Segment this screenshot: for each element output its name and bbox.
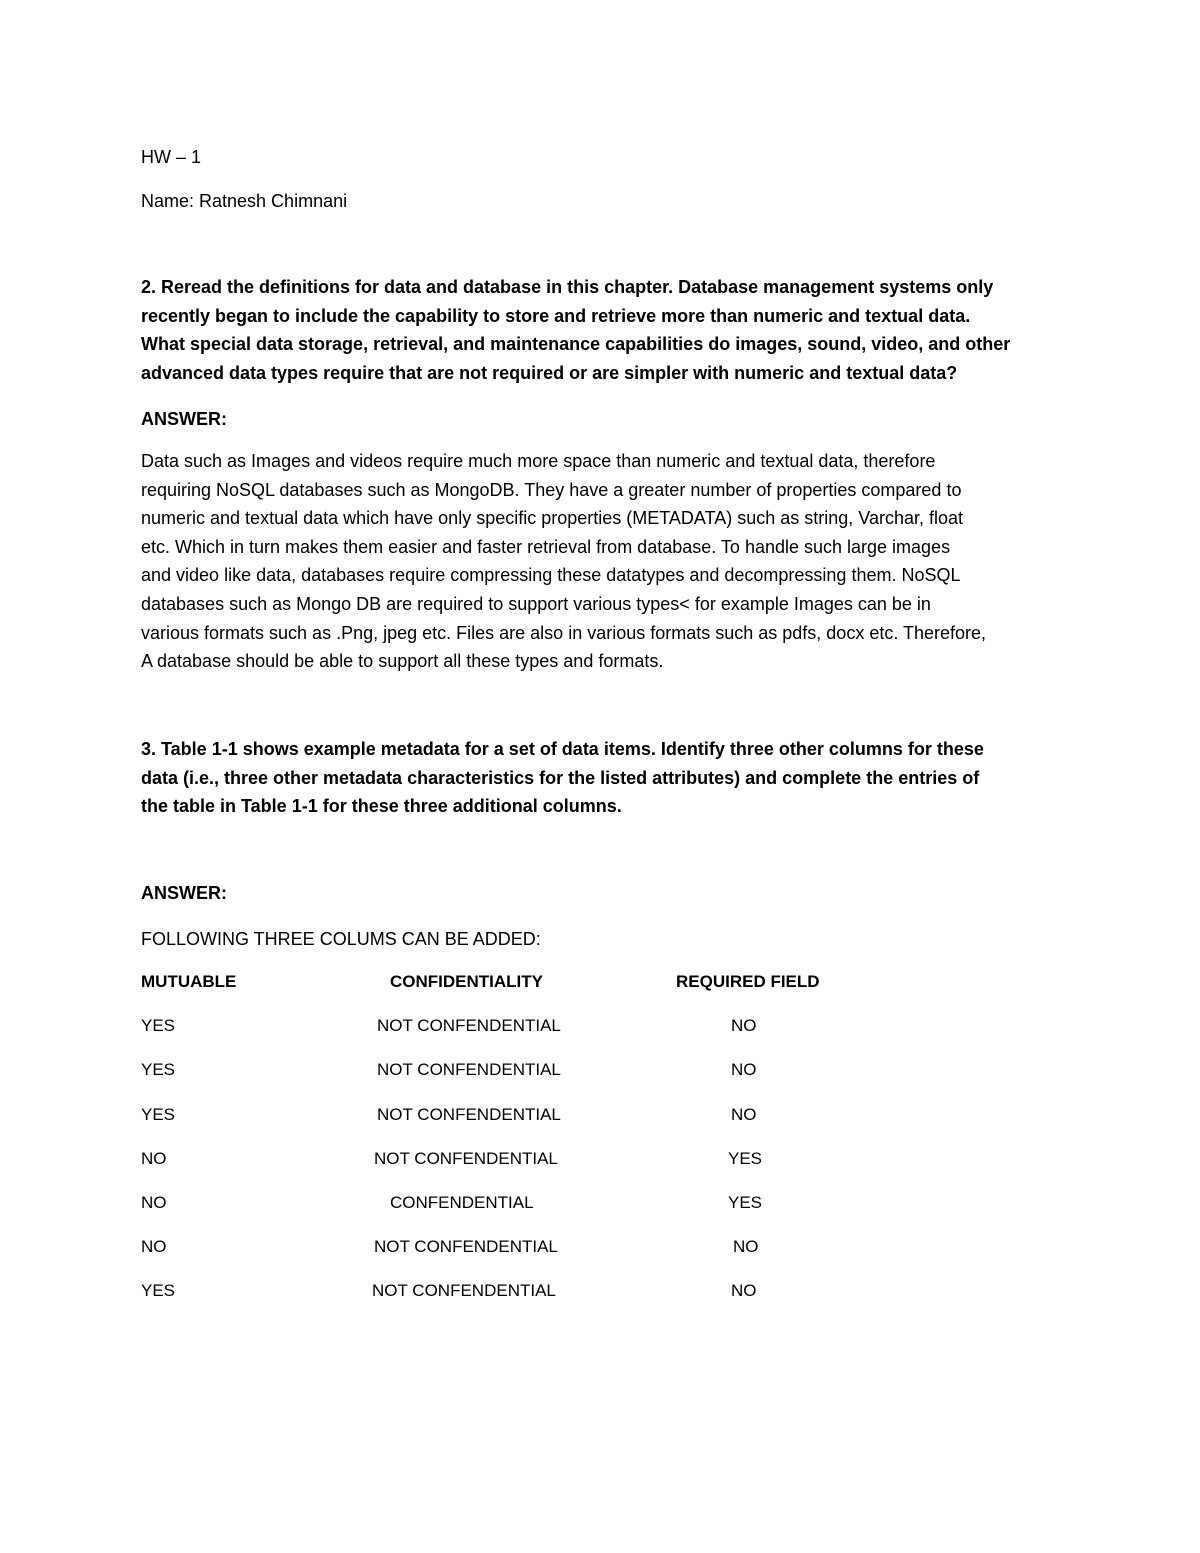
table-cell: NOT CONFENDENTIAL xyxy=(374,1237,558,1256)
table-header-mutuable: MUTUABLE xyxy=(141,972,237,991)
table-cell: NO xyxy=(733,1237,759,1256)
table-cell: YES xyxy=(728,1193,763,1212)
table-cell: NOT CONFENDENTIAL xyxy=(374,1149,558,1168)
question-2-text: 2. Reread the definitions for data and database in this chapter. Database management systems only recently began to include the capability to store and retrieve more than numeric and textual data. What special data storage, retrieval, and maintenance capabilities do images, sound, video, and other advanced data types require that are not required or are simpler with numeric and textual data? xyxy=(141,277,1011,383)
table-cell: NOT CONFENDENTIAL xyxy=(377,1016,561,1035)
table-cell: NOT CONFENDENTIAL xyxy=(377,1060,561,1079)
table-cell: YES xyxy=(728,1149,763,1168)
question-3-text: 3. Table 1-1 shows example metadata for a set of data items. Identify three other columns for these data (i.e., three other metadata characteristics for the listed attributes) and complete the entries of the table in Table 1-1 for these three additional columns. xyxy=(141,739,984,817)
table-cell: NO xyxy=(141,1237,167,1256)
table-cell: NO xyxy=(141,1149,167,1168)
table-cell: NOT CONFENDENTIAL xyxy=(372,1281,556,1300)
table-cell: YES xyxy=(141,1060,176,1079)
table-cell: YES xyxy=(141,1281,176,1300)
answer-2-text: Data such as Images and videos require much more space than numeric and textual data, therefore requiring NoSQL databases such as MongoDB. They have a greater number of properties compared to numeric and textual data which have only specific properties (METADATA) such as string, Varchar, float etc. Which in turn makes them easier and faster retrieval from database. To handle such large images and video like data, databases require compressing these datatypes and decompressing them. NoSQL databases such as Mongo DB are required to support various types< for example Images can be in various formats such as .Png, jpeg etc. Files are also in various formats such as pdfs, docx etc. Therefore, A database should be able to support all these types and formats. xyxy=(141,451,987,672)
answer-3-intro: FOLLOWING THREE COLUMS CAN BE ADDED: xyxy=(141,929,541,949)
student-name: Name: Ratnesh Chimnani xyxy=(141,191,348,211)
table-cell: NO xyxy=(731,1105,757,1124)
table-cell: NO xyxy=(731,1016,757,1035)
table-header-confidentiality: CONFIDENTIALITY xyxy=(390,972,543,991)
table-cell: NO xyxy=(731,1281,757,1300)
table-cell: YES xyxy=(141,1105,176,1124)
hw-title: HW – 1 xyxy=(141,147,202,167)
table-cell: NO xyxy=(731,1060,757,1079)
question-2 xyxy=(141,273,1066,387)
answer-3-label: ANSWER: xyxy=(141,883,227,903)
table-header-required-field: REQUIRED FIELD xyxy=(676,972,820,991)
table-cell: NO xyxy=(141,1193,167,1212)
table-cell: NOT CONFENDENTIAL xyxy=(377,1105,561,1124)
answer-2 xyxy=(141,447,1066,676)
table-cell: CONFENDENTIAL xyxy=(390,1193,534,1212)
answer-2-label: ANSWER: xyxy=(141,409,227,429)
question-3 xyxy=(141,735,1066,821)
table-cell: YES xyxy=(141,1016,176,1035)
